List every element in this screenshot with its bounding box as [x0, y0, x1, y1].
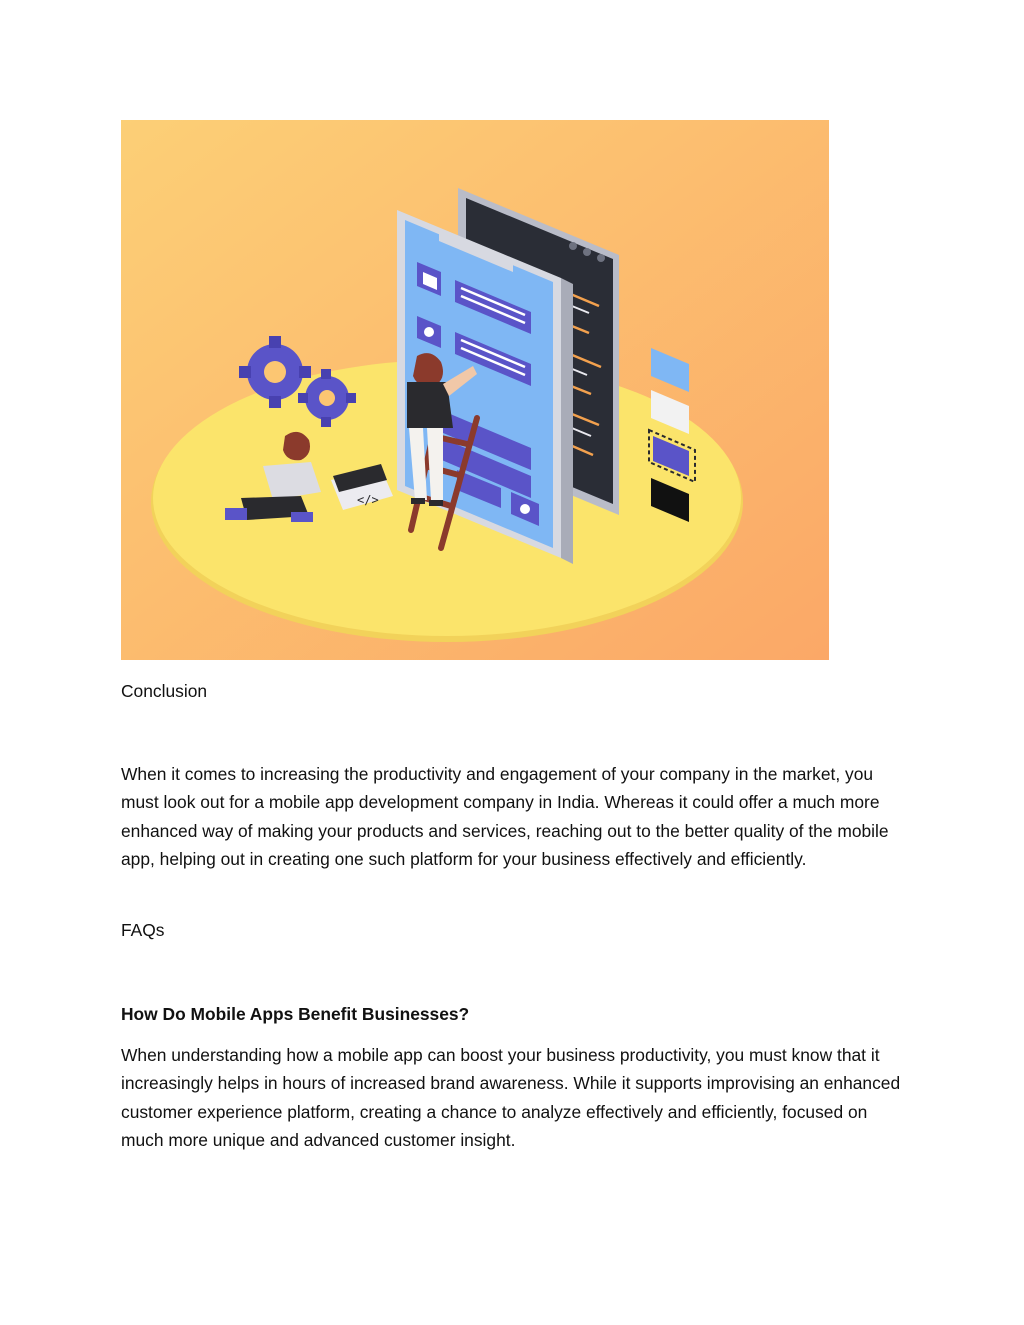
conclusion-paragraph: When it comes to increasing the productivity and engagement of your company in the market, you must look out for a mobile app development company in India. Whereas it could offer a much more enhanced way of making your products and services, reaching out to the better quality of the mobile app, helping out in creating one such platform for your business effectively and efficiently. — [121, 764, 889, 870]
faq-answer: When understanding how a mobile app can boost your business productivity, you must know that it increasingly helps in hours of increased brand awareness. While it supports improvising an enhanced customer experience platform, creating a chance to analyze effectively and efficiently, focused on much more unique and advanced customer insight. — [121, 1045, 901, 1151]
faqs-heading: FAQs — [121, 920, 165, 940]
code-tag-label: </> — [357, 493, 379, 507]
conclusion-heading: Conclusion — [121, 681, 208, 701]
mobile-app-development-illustration-icon — [121, 120, 829, 660]
faq-question: How Do Mobile Apps Benefit Businesses? — [121, 1004, 470, 1024]
hero-illustration — [121, 120, 829, 660]
